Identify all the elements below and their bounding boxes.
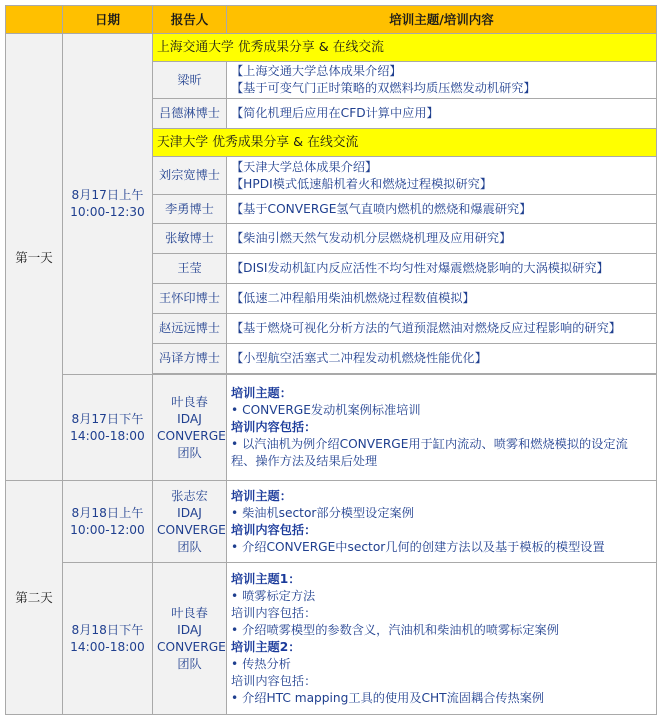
- day1-afternoon-date: 8月17日下午 14:00-18:00: [63, 375, 153, 481]
- speaker-cell: 吕德淋博士: [153, 99, 227, 129]
- speaker-cell: 刘宗宽博士: [153, 157, 227, 195]
- speaker-cell: 李勇博士: [153, 195, 227, 224]
- header-date: 日期: [63, 6, 153, 34]
- day2-afternoon-topic: 培训主题1： • 喷雾标定方法 培训内容包括： • 介绍喷雾模型的参数含义，汽油机和柴油机的喷雾标定案例 培训主题2： • 传热分析 培训内容包括： • 介绍HTC mapping工具的使用及CHT流固耦合传热案例: [227, 563, 657, 715]
- day1-afternoon-speaker: 叶良春 IDAJ CONVERGE 团队: [153, 375, 227, 481]
- sjtu-title-row: [6, 34, 657, 62]
- speaker-cell: 梁昕: [153, 62, 227, 99]
- topic-cell: 【基于CONVERGE氢气直喷内燃机的燃烧和爆震研究】: [227, 195, 657, 224]
- speaker-cell: 王莹: [153, 254, 227, 284]
- topic-cell: 【天津大学总体成果介绍】 【HPDI模式低速船机着火和燃烧过程模拟研究】: [227, 157, 657, 195]
- day2-morning-date: 8月18日上午 10:00-12:00: [63, 481, 153, 563]
- topic-cell: 【上海交通大学总体成果介绍】 【基于可变气门正时策略的双燃料均质压燃发动机研究】: [227, 62, 657, 99]
- header-speaker: 报告人: [153, 6, 227, 34]
- speaker-cell: 张敏博士: [153, 224, 227, 254]
- day2-morning-row: [6, 481, 657, 563]
- header-topic: 培训主题/培训内容: [227, 6, 657, 34]
- speaker-cell: 冯译方博士: [153, 344, 227, 374]
- day1-afternoon-topic: 培训主题： • CONVERGE发动机案例标准培训 培训内容包括： • 以汽油机为例介绍CONVERGE用于缸内流动、喷雾和燃烧模拟的设定流 程、操作方法及结果后处理: [227, 375, 657, 481]
- topic-cell: 【简化机理后应用在CFD计算中应用】: [227, 99, 657, 129]
- topic-cell: 【低速二冲程船用柴油机燃烧过程数值模拟】: [227, 284, 657, 314]
- topic-cell: 【基于燃烧可视化分析方法的气道预混燃油对燃烧反应过程影响的研究】: [227, 314, 657, 344]
- speaker-cell: 赵远远博士: [153, 314, 227, 344]
- day2-morning-speaker: 张志宏 IDAJ CONVERGE 团队: [153, 481, 227, 563]
- topic-cell: 【小型航空活塞式二冲程发动机燃烧性能优化】: [227, 344, 657, 374]
- day1-morning-date: 8月17日上午 10:00-12:30: [63, 34, 153, 375]
- header-blank: [6, 6, 63, 34]
- schedule-grid: [5, 5, 657, 715]
- day1-afternoon-row: [6, 375, 657, 481]
- day2-afternoon-row: [6, 563, 657, 715]
- day2-label: 第二天: [6, 481, 63, 715]
- header-row: [6, 6, 657, 34]
- topic-cell: 【柴油引燃天然气发动机分层燃烧机理及应用研究】: [227, 224, 657, 254]
- topic-cell: 【DISI发动机缸内反应活性不均匀性对爆震燃烧影响的大涡模拟研究】: [227, 254, 657, 284]
- day1-label: 第一天: [6, 34, 63, 481]
- tju-section-title: 天津大学 优秀成果分享 & 在线交流: [153, 129, 657, 157]
- day2-morning-topic: 培训主题： • 柴油机sector部分模型设定案例 培训内容包括： • 介绍CONVERGE中sector几何的创建方法以及基于模板的模型设置: [227, 481, 657, 563]
- day2-afternoon-speaker: 叶良春 IDAJ CONVERGE 团队: [153, 563, 227, 715]
- sjtu-section-title: 上海交通大学 优秀成果分享 & 在线交流: [153, 34, 657, 62]
- day2-afternoon-date: 8月18日下午 14:00-18:00: [63, 563, 153, 715]
- speaker-cell: 王怀印博士: [153, 284, 227, 314]
